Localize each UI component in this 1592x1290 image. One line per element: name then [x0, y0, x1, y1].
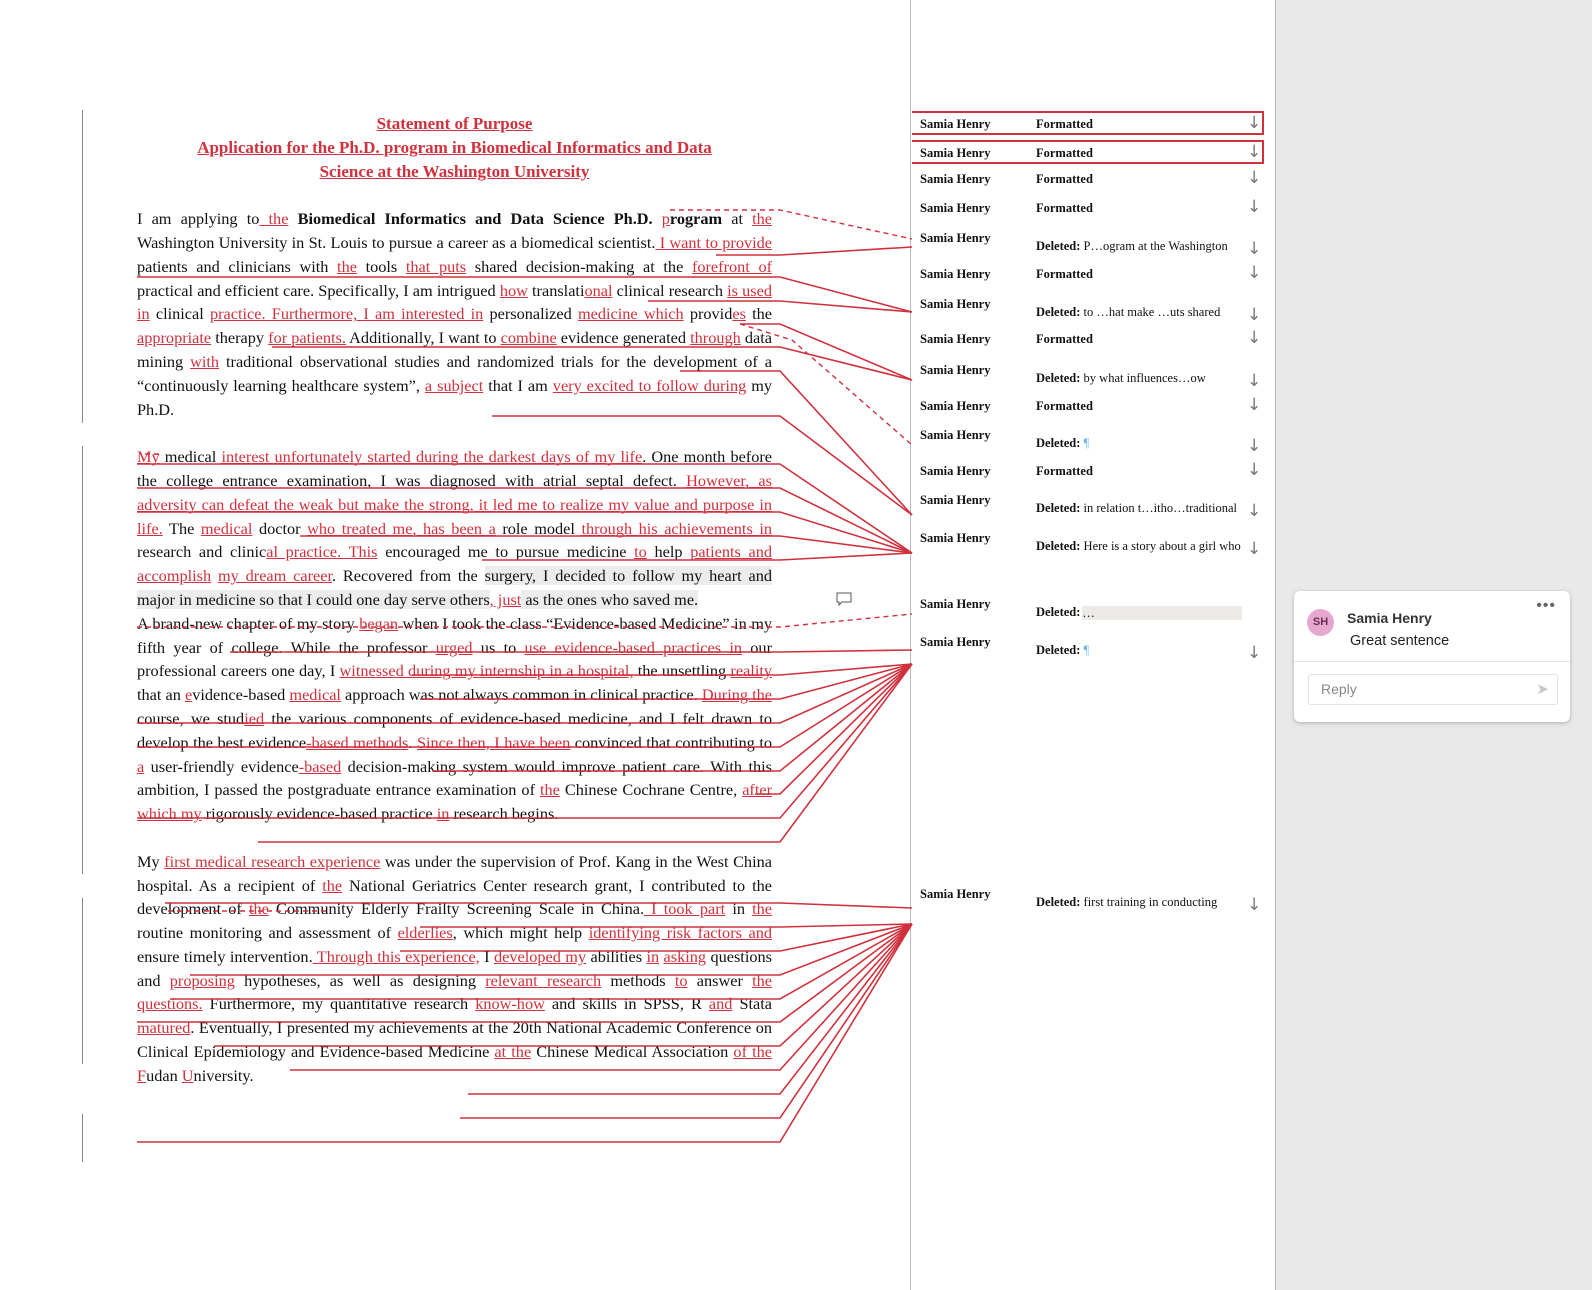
text-run: research begins.: [449, 804, 559, 824]
paragraph-4[interactable]: [137, 850, 772, 1088]
comment-author: Samia Henry: [1347, 610, 1432, 626]
balloon-action: [1036, 146, 1261, 161]
balloon-label: Formatted: [1036, 172, 1093, 186]
arrow-down-icon[interactable]: ↓: [1247, 142, 1262, 162]
arrow-down-icon[interactable]: ↓: [1247, 113, 1262, 133]
balloon-action: [1036, 436, 1261, 451]
tracked-insertion: However, as adversity can defeat the weak but make the strong, it led me to realize my value and purpose in life.: [137, 470, 772, 538]
text-run: help: [646, 542, 691, 562]
balloon-label: Deleted:: [1036, 895, 1081, 909]
tracked-insertion: the: [752, 899, 773, 919]
markup-balloon[interactable]: [912, 328, 1264, 352]
title-line: Statement of Purpose: [376, 114, 533, 133]
markup-balloon[interactable]: [912, 631, 1264, 663]
text-run: as the ones who saved me.: [521, 589, 699, 609]
text-run: provid: [683, 304, 733, 324]
text-run: rogram: [669, 209, 723, 229]
arrow-down-icon[interactable]: ↓: [1247, 328, 1262, 348]
balloon-action: [1036, 305, 1261, 320]
tracked-insertion: Through this experience,: [312, 946, 480, 966]
balloon-action: [1036, 464, 1261, 479]
tracked-insertion: know-how: [475, 994, 545, 1014]
tracked-insertion: in: [646, 946, 660, 966]
text-run: Washington University in St. Louis to pursue a career as a biomedical scientist.: [137, 232, 656, 252]
balloon-author: Samia Henry: [920, 297, 991, 311]
text-run: [211, 566, 218, 585]
text-run: Additionally, I want to: [345, 328, 501, 348]
balloon-label: Deleted:: [1036, 539, 1081, 553]
tracked-insertion: p: [661, 209, 670, 229]
balloon-action: [1036, 172, 1261, 187]
tracked-insertion: and: [708, 994, 733, 1014]
text-run: answer: [687, 970, 753, 990]
text-run: A brand-new chapter of my story: [137, 613, 360, 633]
balloon-label: Deleted:: [1036, 371, 1081, 385]
balloon-label: Deleted:: [1036, 643, 1081, 657]
text-run: I am applying to: [137, 209, 260, 229]
tracked-insertion: of the: [733, 1042, 772, 1062]
tracked-insertion: , just: [489, 589, 522, 609]
balloon-action: [1036, 605, 1261, 620]
text-run: at: [722, 209, 753, 229]
text-run: tools: [356, 256, 406, 276]
arrow-down-icon[interactable]: ↓: [1247, 539, 1262, 559]
text-run: user-friendly evidence: [144, 756, 299, 776]
text-run: Stata: [732, 994, 772, 1014]
tracked-insertion: is used in: [137, 280, 772, 324]
tracked-insertion: medicine which: [577, 304, 684, 324]
tracked-insertion: medical: [289, 685, 341, 705]
balloon-author: Samia Henry: [920, 597, 991, 611]
tracked-insertion: in: [436, 804, 450, 824]
tracked-insertion: witnessed during my internship in a hospital,: [339, 661, 634, 681]
markup-area-divider: [910, 0, 911, 1290]
tracked-insertion: I want to provide: [655, 232, 773, 252]
balloon-text: first training in conducting: [1080, 895, 1218, 909]
tracked-insertion: F: [137, 1065, 147, 1085]
tracked-insertion: who treated me, has been a: [307, 518, 496, 538]
text-run: Community Elderly Frailty Screening Scale in China.: [268, 899, 645, 919]
arrow-down-icon[interactable]: ↓: [1247, 197, 1262, 217]
tracked-insertion: the: [752, 209, 773, 229]
arrow-down-icon[interactable]: ↓: [1247, 263, 1262, 283]
balloon-action: [1036, 371, 1261, 386]
tracked-insertion: My: [137, 447, 160, 467]
tracked-insertion: a subject: [424, 375, 484, 395]
tracked-insertion: that puts: [405, 256, 467, 276]
tracked-insertion: forefront of: [691, 256, 773, 276]
paragraph-1[interactable]: [137, 207, 772, 421]
text-run: hypotheses, as well as designing: [234, 970, 486, 990]
balloon-author: Samia Henry: [920, 428, 991, 442]
tracked-insertion: how: [499, 280, 528, 300]
reply-placeholder: Reply: [1321, 681, 1357, 697]
pilcrow-icon: ¶: [1080, 436, 1090, 450]
markup-balloon[interactable]: [912, 359, 1264, 391]
tracked-insertion: proposing: [169, 970, 235, 990]
tracked-insertion: with: [190, 351, 220, 371]
balloon-text: in relation t…itho…traditional: [1080, 501, 1237, 515]
arrow-down-icon[interactable]: ↓: [1247, 460, 1262, 480]
tracked-insertion: es: [732, 304, 746, 324]
text-run: Chinese Medical Association: [531, 1042, 734, 1062]
markup-balloon[interactable]: [912, 460, 1264, 484]
balloon-author: Samia Henry: [920, 332, 991, 346]
markup-balloon[interactable]: [912, 140, 1264, 164]
tracked-insertion: the: [248, 899, 269, 919]
text-run: . Recovered from the: [332, 566, 485, 586]
balloon-action: [1036, 501, 1261, 516]
text-run: methods: [601, 970, 675, 990]
comment-card[interactable]: [1294, 591, 1570, 722]
text-run: clinical research: [612, 280, 728, 300]
balloon-text: by what influences…ow: [1080, 371, 1206, 385]
text-run: traditional observational studies and randomized trials for the development of a “continuously learning healthcare system”,: [137, 351, 772, 395]
tracked-insertion: began: [359, 613, 399, 633]
tracked-insertion: first medical research experience: [164, 851, 381, 871]
tracked-insertion: elderlies: [397, 923, 453, 943]
text-run: course, we stud: [137, 708, 245, 728]
change-bar: [82, 110, 83, 423]
tracked-insertion: after which my: [137, 780, 773, 824]
balloon-author: Samia Henry: [920, 267, 991, 281]
text-run: vidence-based: [192, 685, 290, 705]
tracked-insertion: medical: [200, 518, 253, 538]
tracked-insertion: very excited to follow during: [552, 375, 747, 395]
text-run: role model: [495, 518, 582, 538]
balloon-author: Samia Henry: [920, 493, 991, 507]
text-run: was under the supervision of Prof. Kang in the West China hospital. As a recipient of: [137, 851, 772, 895]
text-run: decision-making system would improve patient care. With this ambition, I passed the postgraduate entrance examination of: [137, 756, 772, 800]
tracked-insertion: patients and accomplish: [137, 542, 772, 586]
text-run: shared decision-making at the: [466, 256, 692, 276]
text-run: . One month before the college entrance examination, I was diagnosed with atrial septal defect.: [137, 447, 773, 490]
text-run: Furthermore, my quantitative research: [202, 994, 476, 1014]
balloon-label: Formatted: [1036, 146, 1093, 160]
text-run: data mining: [137, 328, 772, 371]
tracked-insertion: onal: [584, 280, 613, 300]
text-run: encouraged me to pursue medicine: [377, 542, 635, 562]
text-run: The: [162, 518, 201, 538]
balloon-action: [1036, 895, 1261, 910]
markup-balloon[interactable]: [912, 395, 1264, 419]
text-run: National Geriatrics Center research grant, I contributed to the development of: [137, 875, 772, 919]
text-run: While the professor: [282, 637, 436, 657]
page-edge: [1275, 0, 1276, 1290]
reply-input[interactable]: [1308, 674, 1558, 705]
text-run: questions and: [137, 946, 772, 990]
more-options-icon[interactable]: •••: [1536, 597, 1556, 614]
text-run: rigorously evidence-based practice: [201, 804, 437, 824]
tracked-insertion: I took part: [644, 899, 726, 919]
tracked-insertion: use evidence-based practices in: [524, 637, 742, 657]
text-run: that I am: [483, 375, 553, 395]
balloon-action: [1036, 117, 1261, 132]
balloon-label: Deleted:: [1036, 305, 1081, 319]
text-run: Biomedical Informatics and Data Science Ph.D.: [297, 209, 662, 229]
balloon-label: Formatted: [1036, 201, 1093, 215]
tracked-insertion: developed my: [493, 946, 587, 966]
tracked-insertion: the: [322, 875, 343, 895]
tracked-insertion: the questions.: [137, 970, 773, 1014]
markup-balloon[interactable]: [912, 168, 1264, 192]
balloon-author: Samia Henry: [920, 172, 991, 186]
text-run: patients and clinicians with: [137, 256, 338, 276]
title-line: Application for the Ph.D. program in Biomedical Informatics and Data: [197, 137, 712, 157]
balloon-action: [1036, 201, 1261, 216]
balloon-label: Deleted:: [1036, 239, 1081, 253]
balloon-author: Samia Henry: [920, 146, 991, 160]
balloon-action: [1036, 332, 1261, 347]
text-run: my Ph.D.: [137, 375, 773, 419]
text-run: routine monitoring and assessment of: [137, 923, 398, 943]
tracked-insertion: identifying risk factors and: [588, 923, 772, 943]
arrow-down-icon[interactable]: ↓: [1247, 895, 1262, 915]
balloon-label: Formatted: [1036, 399, 1093, 413]
tracked-insertion: -based methods: [306, 732, 409, 752]
text-run: ensure timely intervention.: [137, 946, 313, 966]
text-run: . Eventually, I presented my achievements at the 20th National Academic Conference on Clinical Epidemiology and Evidence-based Medicine: [137, 1018, 772, 1062]
arrow-down-icon[interactable]: ↓: [1247, 436, 1262, 456]
connector-line: [755, 664, 912, 794]
balloon-author: Samia Henry: [920, 231, 991, 245]
balloon-text: P…ogram at the Washington: [1080, 239, 1228, 253]
paragraph-3[interactable]: [137, 612, 772, 826]
balloon-label: Formatted: [1036, 464, 1093, 478]
tracked-insertion: ied: [244, 708, 265, 728]
balloon-label: Formatted: [1036, 267, 1093, 281]
text-run: , which might help: [452, 923, 589, 943]
text-run: [288, 209, 297, 228]
balloon-action: [1036, 643, 1261, 658]
pilcrow-icon: ¶: [1080, 643, 1090, 657]
text-run: when I took the class “Evidence-based Medicine” in my fifth year of college.: [137, 613, 772, 657]
text-run: doctor: [252, 518, 308, 538]
tracked-insertion: asking: [663, 946, 707, 966]
text-run: udan: [146, 1065, 182, 1085]
text-run: clinical: [149, 304, 210, 324]
text-run: the various components of evidence-based medicine, and I felt drawn to develop the best evidence: [137, 708, 772, 752]
tracked-insertion: appropriate: [137, 328, 212, 348]
document-body[interactable]: [137, 112, 772, 1088]
tracked-insertion: -based: [298, 756, 342, 776]
tracked-insertion: combine: [500, 328, 557, 348]
tracked-insertion: relevant research: [485, 970, 602, 990]
markup-balloon[interactable]: [912, 227, 1264, 259]
arrow-down-icon[interactable]: ↓: [1247, 371, 1262, 391]
send-icon[interactable]: ➤: [1536, 681, 1549, 698]
text-run: niversity.: [193, 1065, 254, 1085]
markup-balloon[interactable]: [912, 593, 1264, 621]
tracked-insertion: the: [337, 256, 357, 276]
text-run: My: [137, 851, 165, 871]
deleted-content-bar: [1082, 606, 1242, 620]
balloon-label: Deleted:: [1036, 605, 1081, 619]
text-run: surgery, I decided to follow my heart and major in medicine so that I could one day serve others: [137, 566, 773, 609]
text-run: .: [408, 732, 417, 752]
arrow-down-icon[interactable]: ↓: [1247, 168, 1262, 188]
arrow-down-icon[interactable]: ↓: [1247, 395, 1262, 415]
tracked-insertion: Since then, I have been: [416, 732, 571, 752]
balloon-action: [1036, 399, 1261, 414]
balloon-text: to …hat make …uts shared: [1080, 305, 1221, 319]
tracked-insertion: for patients.: [268, 328, 346, 348]
tracked-insertion: the: [540, 780, 560, 800]
markup-balloon[interactable]: [912, 424, 1264, 456]
markup-balloon[interactable]: [912, 527, 1264, 559]
comment-text: Great sentence: [1350, 633, 1450, 649]
markup-balloon[interactable]: [912, 263, 1264, 287]
balloon-label: Formatted: [1036, 117, 1093, 131]
balloon-action: [1036, 267, 1261, 282]
tracked-insertion: e: [184, 685, 193, 705]
tracked-insertion: at the: [494, 1042, 532, 1062]
text-run: convinced that contributing to: [570, 732, 772, 752]
markup-balloon[interactable]: [912, 489, 1264, 521]
divider: [1294, 661, 1570, 662]
text-run: and skills in SPSS, R: [544, 994, 709, 1014]
balloon-action: [1036, 239, 1261, 254]
change-bar: [82, 446, 83, 874]
text-run: personalized: [483, 304, 578, 324]
balloon-author: Samia Henry: [920, 399, 991, 413]
markup-balloon[interactable]: [912, 111, 1264, 135]
tracked-insertion: a: [137, 756, 145, 776]
text-run: Chinese Cochrane Centre,: [559, 780, 743, 800]
balloon-text: …: [1082, 606, 1095, 621]
tracked-insertion: through his achievements in: [581, 518, 773, 538]
tracked-insertion: my dream career: [218, 566, 332, 586]
text-run: us to: [472, 637, 525, 657]
text-run: practical and efficient care. Specifically, I am intrigued: [137, 280, 500, 300]
tracked-insertion: the: [259, 209, 289, 229]
tracked-insertion: interest unfortunately started during the darkest days of my life: [221, 447, 643, 467]
markup-balloon[interactable]: [912, 293, 1264, 325]
balloon-label: Deleted:: [1036, 436, 1081, 450]
markup-balloon[interactable]: [912, 197, 1264, 221]
balloon-author: Samia Henry: [920, 887, 991, 901]
tracked-insertion: urged: [435, 637, 473, 657]
arrow-down-icon[interactable]: ↓: [1247, 643, 1262, 663]
balloon-author: Samia Henry: [920, 363, 991, 377]
text-run: our professional careers one day, I: [137, 637, 772, 681]
balloon-text: Here is a story about a girl who: [1080, 539, 1241, 553]
text-run: evidence generated: [556, 328, 691, 348]
change-bar: [82, 1114, 83, 1162]
text-run: research and clinic: [137, 542, 267, 562]
paragraph-2[interactable]: [137, 445, 772, 612]
text-run: translati: [527, 280, 585, 300]
balloon-author: Samia Henry: [920, 117, 991, 131]
tracked-insertion: to: [634, 542, 647, 562]
tracked-insertion: U: [181, 1065, 194, 1085]
tracked-insertion: matured: [137, 1018, 191, 1038]
balloon-author: Samia Henry: [920, 201, 991, 215]
balloon-author: Samia Henry: [920, 635, 991, 649]
avatar: SH: [1307, 609, 1334, 636]
balloon-author: Samia Henry: [920, 531, 991, 545]
change-bar: [82, 898, 83, 1064]
tracked-insertion: to: [674, 970, 688, 990]
tracked-insertion: reality: [730, 661, 773, 681]
text-run: therapy: [211, 328, 269, 348]
tracked-insertion: practice. Furthermore, I am interested in: [209, 304, 484, 324]
comment-icon[interactable]: [836, 592, 852, 606]
balloon-label: Formatted: [1036, 332, 1093, 346]
markup-balloon[interactable]: [912, 883, 1264, 915]
text-run: abilities: [586, 946, 647, 966]
text-run: the unsettling: [633, 661, 731, 681]
arrow-down-icon[interactable]: ↓: [1247, 501, 1262, 521]
tracked-insertion: al practice. This: [266, 542, 378, 562]
balloon-action: [1036, 539, 1261, 554]
tracked-insertion: During the: [701, 685, 773, 705]
text-run: approach was not always common in clinical practice.: [340, 685, 702, 705]
tracked-insertion: through: [690, 328, 741, 348]
arrow-down-icon[interactable]: ↓: [1247, 239, 1262, 259]
text-run: the: [745, 304, 773, 324]
text-run: medical: [159, 447, 222, 467]
text-run: that an: [137, 685, 185, 705]
text-run: I: [479, 946, 494, 966]
title-line: Science at the Washington University: [319, 161, 590, 181]
arrow-down-icon[interactable]: ↓: [1247, 305, 1262, 325]
balloon-author: Samia Henry: [920, 464, 991, 478]
balloon-label: Deleted:: [1036, 501, 1081, 515]
text-run: in: [725, 899, 753, 919]
